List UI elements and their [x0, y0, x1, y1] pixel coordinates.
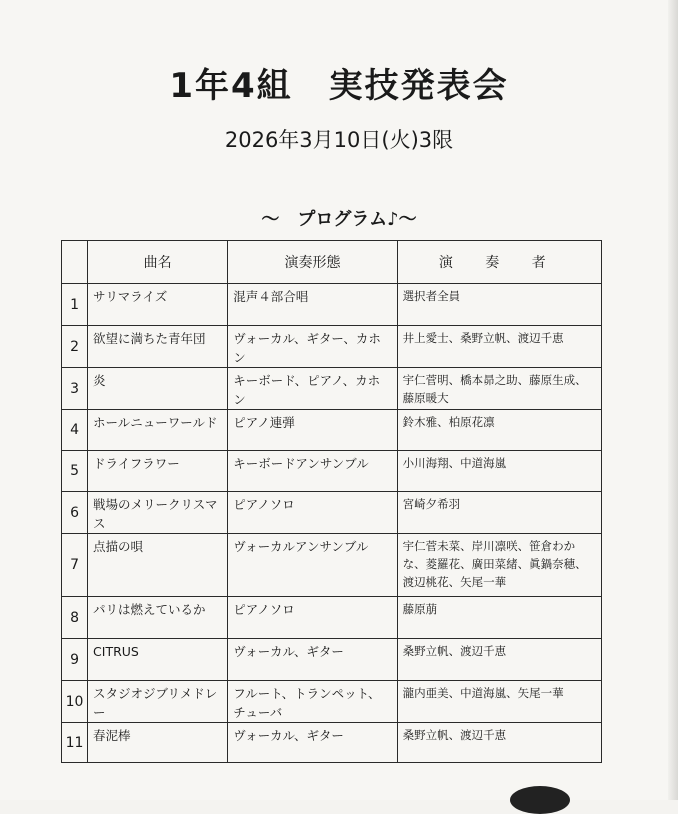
performers: 選択者全員 [397, 284, 601, 326]
table-row [62, 368, 602, 410]
table-row [62, 597, 602, 639]
song-title: 戦場のメリークリスマス [88, 492, 228, 534]
song-title: スタジオジブリメドレー [88, 681, 228, 723]
table-row [62, 492, 602, 534]
performance-form: フルート、トランペット、チューバ [228, 681, 397, 723]
song-title: ドライフラワー [88, 451, 228, 492]
song-title: 点描の唄 [88, 534, 228, 597]
row-number: 8 [62, 597, 88, 639]
performers: 宇仁菅未菜、岸川凛咲、笹倉わかな、菱羅花、廣田菜緒、眞鍋奈穂、渡辺桃花、矢尾一華 [397, 534, 601, 597]
performers: 鈴木雅、柏原花凛 [397, 410, 601, 451]
row-number: 7 [62, 534, 88, 597]
song-title: 春泥棒 [88, 723, 228, 763]
song-title: 欲望に満ちた青年団 [88, 326, 228, 368]
column-header-number [62, 241, 88, 284]
performance-form: ヴォーカル、ギター [228, 723, 397, 763]
performance-form: キーボードアンサンブル [228, 451, 397, 492]
table-row [62, 534, 602, 597]
program-table [61, 240, 602, 763]
performance-form: ピアノソロ [228, 597, 397, 639]
table-row [62, 639, 602, 681]
table-row [62, 451, 602, 492]
table-row [62, 284, 602, 326]
performance-form: キーボード、ピアノ、カホン [228, 368, 397, 410]
performers: 桑野立帆、渡辺千恵 [397, 723, 601, 763]
performers: 小川海翔、中道海嵐 [397, 451, 601, 492]
row-number: 9 [62, 639, 88, 681]
performers: 瀧内亜美、中道海嵐、矢尾一華 [397, 681, 601, 723]
column-header-performers: 演 奏 者 [397, 241, 601, 284]
performance-form: ヴォーカル、ギター、カホン [228, 326, 397, 368]
song-title: サリマライズ [88, 284, 228, 326]
event-date: 2026年3月10日(火)3限 [224, 128, 454, 152]
performers: 藤原萠 [397, 597, 601, 639]
song-title: 炎 [88, 368, 228, 410]
performance-form: ピアノ連弾 [228, 410, 397, 451]
performers: 宇仁菅明、橋本昴之助、藤原生成、藤原暖大 [397, 368, 601, 410]
column-header-form: 演奏形態 [228, 241, 397, 284]
table-row [62, 326, 602, 368]
table-header-row [62, 241, 602, 284]
row-number: 5 [62, 451, 88, 492]
performance-form: ピアノソロ [228, 492, 397, 534]
row-number: 1 [62, 284, 88, 326]
performance-form: ヴォーカルアンサンブル [228, 534, 397, 597]
row-number: 3 [62, 368, 88, 410]
song-title: パリは燃えているか [88, 597, 228, 639]
table-row [62, 723, 602, 763]
table-row [62, 410, 602, 451]
row-number: 4 [62, 410, 88, 451]
performers: 桑野立帆、渡辺千恵 [397, 639, 601, 681]
paper-edge [668, 0, 678, 800]
performance-form: 混声４部合唱 [228, 284, 397, 326]
row-number: 2 [62, 326, 88, 368]
page-title: 1年4組 実技発表会 [169, 66, 509, 106]
performance-form: ヴォーカル、ギター [228, 639, 397, 681]
performers: 宮崎夕希羽 [397, 492, 601, 534]
program-heading: 〜 プログラム♪〜 [261, 209, 417, 230]
hole-punch-mark [510, 786, 570, 814]
song-title: CITRUS [88, 639, 228, 681]
performers: 井上愛士、桑野立帆、渡辺千恵 [397, 326, 601, 368]
row-number: 6 [62, 492, 88, 534]
row-number: 10 [62, 681, 88, 723]
song-title: ホールニューワールド [88, 410, 228, 451]
row-number: 11 [62, 723, 88, 763]
table-row [62, 681, 602, 723]
column-header-song: 曲名 [88, 241, 228, 284]
